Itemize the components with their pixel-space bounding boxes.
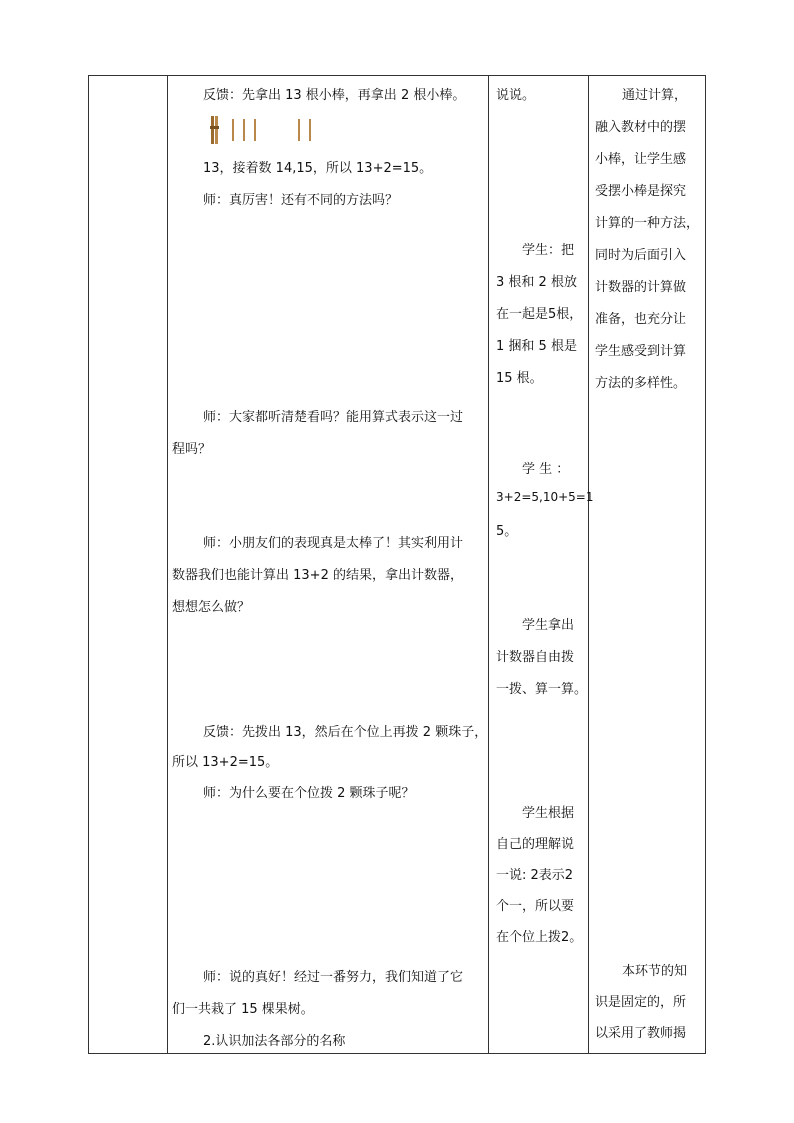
student-text: 在个位上拨2。: [496, 930, 583, 945]
teacher-praise-cont: 数器我们也能计算出 13+2 的结果，拿出计数器，: [172, 568, 463, 583]
student-text: 1 捆和 5 根是: [496, 339, 577, 354]
column-divider-2: [488, 75, 489, 1054]
teacher-question: 师：真厉害！还有不同的方法吗？: [203, 193, 399, 208]
intent-text: 融入教材中的摆: [595, 120, 687, 135]
student-text: 一说: 2表示2: [496, 868, 574, 883]
stick-icon: [254, 119, 256, 141]
stick-icon: [243, 119, 245, 141]
stick-bundle-icon: [210, 116, 219, 144]
section-heading: 2.认识加法各部分的名称: [203, 1034, 346, 1049]
student-text: 3 根和 2 根放: [496, 275, 577, 290]
student-text: 在一起是5根，: [496, 307, 583, 322]
counting-line: 13，接着数 14,15，所以 13+2=15。: [203, 161, 433, 176]
student-text: 学生根据: [522, 806, 575, 821]
student-equation-cont: 5。: [496, 524, 518, 539]
feedback-line: 反馈：先拿出 13 根小棒，再拿出 2 根小棒。: [203, 88, 466, 103]
intent-text: 同时为后面引入: [595, 248, 687, 263]
intent-text: 方法的多样性。: [595, 376, 687, 391]
intent-text: 计数器的计算做: [595, 280, 687, 295]
column-divider-1: [167, 75, 168, 1054]
teacher-praise-cont: 想想怎么做？: [172, 600, 251, 615]
teacher-question: 师：为什么要在个位拨 2 颗珠子呢？: [203, 786, 415, 801]
student-text: 自己的理解说: [496, 837, 575, 852]
student-text: 15 根。: [496, 371, 543, 386]
sticks-illustration: [208, 114, 318, 146]
student-text: 说说。: [496, 88, 536, 103]
intent-text: 准备，也充分让: [595, 312, 687, 327]
student-text: 学生：把: [522, 243, 575, 258]
column-divider-3: [588, 75, 589, 1054]
feedback-line: 反馈：先拨出 13，然后在个位上再拨 2 颗珠子，: [203, 725, 488, 740]
student-text: 学 生 ：: [522, 462, 570, 477]
student-text: 个一，所以要: [496, 899, 575, 914]
student-text: 学生拿出: [522, 618, 575, 633]
feedback-line-cont: 所以 13+2=15。: [172, 755, 279, 770]
intent-text: 受摆小棒是探究: [595, 184, 687, 199]
student-equation: 3+2=5,10+5=1: [496, 490, 594, 504]
teacher-summary-cont: 们一共栽了 15 棵果树。: [172, 1002, 314, 1017]
intent-text: 计算的一种方法，: [595, 216, 700, 231]
stick-icon: [298, 119, 300, 141]
teacher-praise: 师：小朋友们的表现真是太棒了！其实利用计: [203, 536, 464, 551]
stick-icon: [232, 119, 234, 141]
teacher-question: 师：大家都听清楚看吗？能用算式表示这一过: [203, 410, 464, 425]
intent-text: 通过计算，: [622, 88, 688, 103]
stick-icon: [309, 119, 311, 141]
intent-text: 以采用了教师揭: [595, 1026, 687, 1041]
teacher-summary: 师：说的真好！经过一番努力，我们知道了它: [203, 970, 464, 985]
intent-text: 小棒，让学生感: [595, 152, 687, 167]
intent-text: 学生感受到计算: [595, 344, 687, 359]
intent-text: 识是固定的，所: [595, 995, 687, 1010]
teacher-question-cont: 程吗？: [172, 442, 212, 457]
intent-text: 本环节的知: [622, 964, 688, 979]
student-text: 计数器自由拨: [496, 650, 575, 665]
student-text: 一拨、算一算。: [496, 682, 588, 697]
